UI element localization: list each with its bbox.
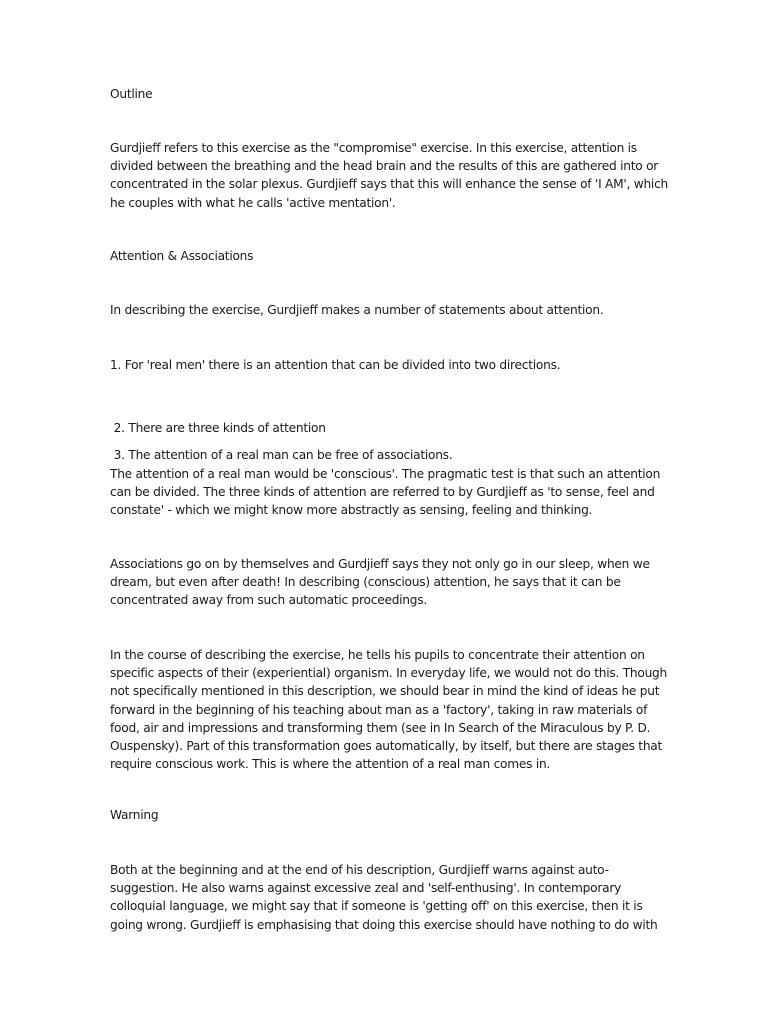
paragraph-line: suggestion. He also warns against excessive zeal and 'self-enthusing'. In contemporary <box>110 881 622 896</box>
paragraph-line: require conscious work. This is where the attention of a real man comes in. <box>110 757 551 772</box>
paragraph-line: The attention of a real man would be 'conscious'. The pragmatic test is that such an attention <box>110 467 661 481</box>
list-item-text: 1. For 'real men' there is an attention that can be divided into two directions. <box>110 358 561 372</box>
paragraph-line: divided between the breathing and the head brain and the results of this are gathered into or <box>110 159 659 174</box>
paragraph-line: forward in the beginning of his teaching about man as a 'factory', taking in raw materials of <box>110 702 648 717</box>
paragraph-warning <box>110 861 660 934</box>
paragraph-line: In the course of describing the exercise, he tells his pupils to concentrate their attention on <box>110 648 645 662</box>
paragraph-line: Ouspensky). Part of this transformation goes automatically, by itself, but there are stages that <box>110 739 663 754</box>
list-item-text: 3. The attention of a real man can be free of associations. <box>110 448 453 463</box>
paragraph-attention-intro <box>110 301 660 319</box>
list-item-text: 2. There are three kinds of attention <box>110 421 326 436</box>
paragraph-line: going wrong. Gurdjieff is emphasising that doing this exercise should have nothing to do with <box>110 917 658 932</box>
paragraph-line: can be divided. The three kinds of attention are referred to by Gurdjieff as 'to sense, feel and <box>110 485 655 500</box>
heading-attention-text: Attention & Associations <box>110 249 254 263</box>
paragraph-line: food, air and impressions and transforming them (see in In Search of the Miraculous by P. D. <box>110 720 651 735</box>
paragraph-line: concentrated away from such automatic proceedings. <box>110 593 427 608</box>
paragraph-line: colloquial language, we might say that if someone is 'getting off' on this exercise, then it is <box>110 899 643 914</box>
heading-outline-text: Outline <box>110 87 153 101</box>
list-item-1 <box>110 356 660 374</box>
paragraph-line: not specifically mentioned in this description, we should bear in mind the kind of ideas he put <box>110 684 660 699</box>
paragraph-line: In describing the exercise, Gurdjieff makes a number of statements about attention. <box>110 303 604 317</box>
paragraph-line: dream, but even after death! In describing (conscious) attention, he says that it can be <box>110 575 621 590</box>
paragraph-line: specific aspects of their (experiential) organism. In everyday life, we would not do this. Though <box>110 666 668 681</box>
heading-outline <box>110 85 660 103</box>
paragraph-conscious <box>110 465 660 520</box>
heading-warning-text: Warning <box>110 808 159 822</box>
paragraph-line: he couples with what he calls 'active mentation'. <box>110 195 396 210</box>
paragraph-line: constate' - which we might know more abstractly as sensing, feeling and thinking. <box>110 503 593 518</box>
paragraph-line: Gurdjieff refers to this exercise as the "compromise" exercise. In this exercise, attention is <box>110 141 637 155</box>
paragraph-line: Associations go on by themselves and Gurdjieff says they not only go in our sleep, when we <box>110 557 650 571</box>
heading-warning <box>110 806 660 824</box>
paragraph-course <box>110 646 668 773</box>
paragraph-line: concentrated in the solar plexus. Gurdjieff says that this will enhance the sense of 'I AM', which <box>110 177 668 192</box>
heading-attention-associations <box>110 247 660 265</box>
paragraph-associations <box>110 555 660 610</box>
paragraph-line: Both at the beginning and at the end of his description, Gurdjieff warns against auto- <box>110 863 609 877</box>
paragraph-outline <box>110 139 668 212</box>
